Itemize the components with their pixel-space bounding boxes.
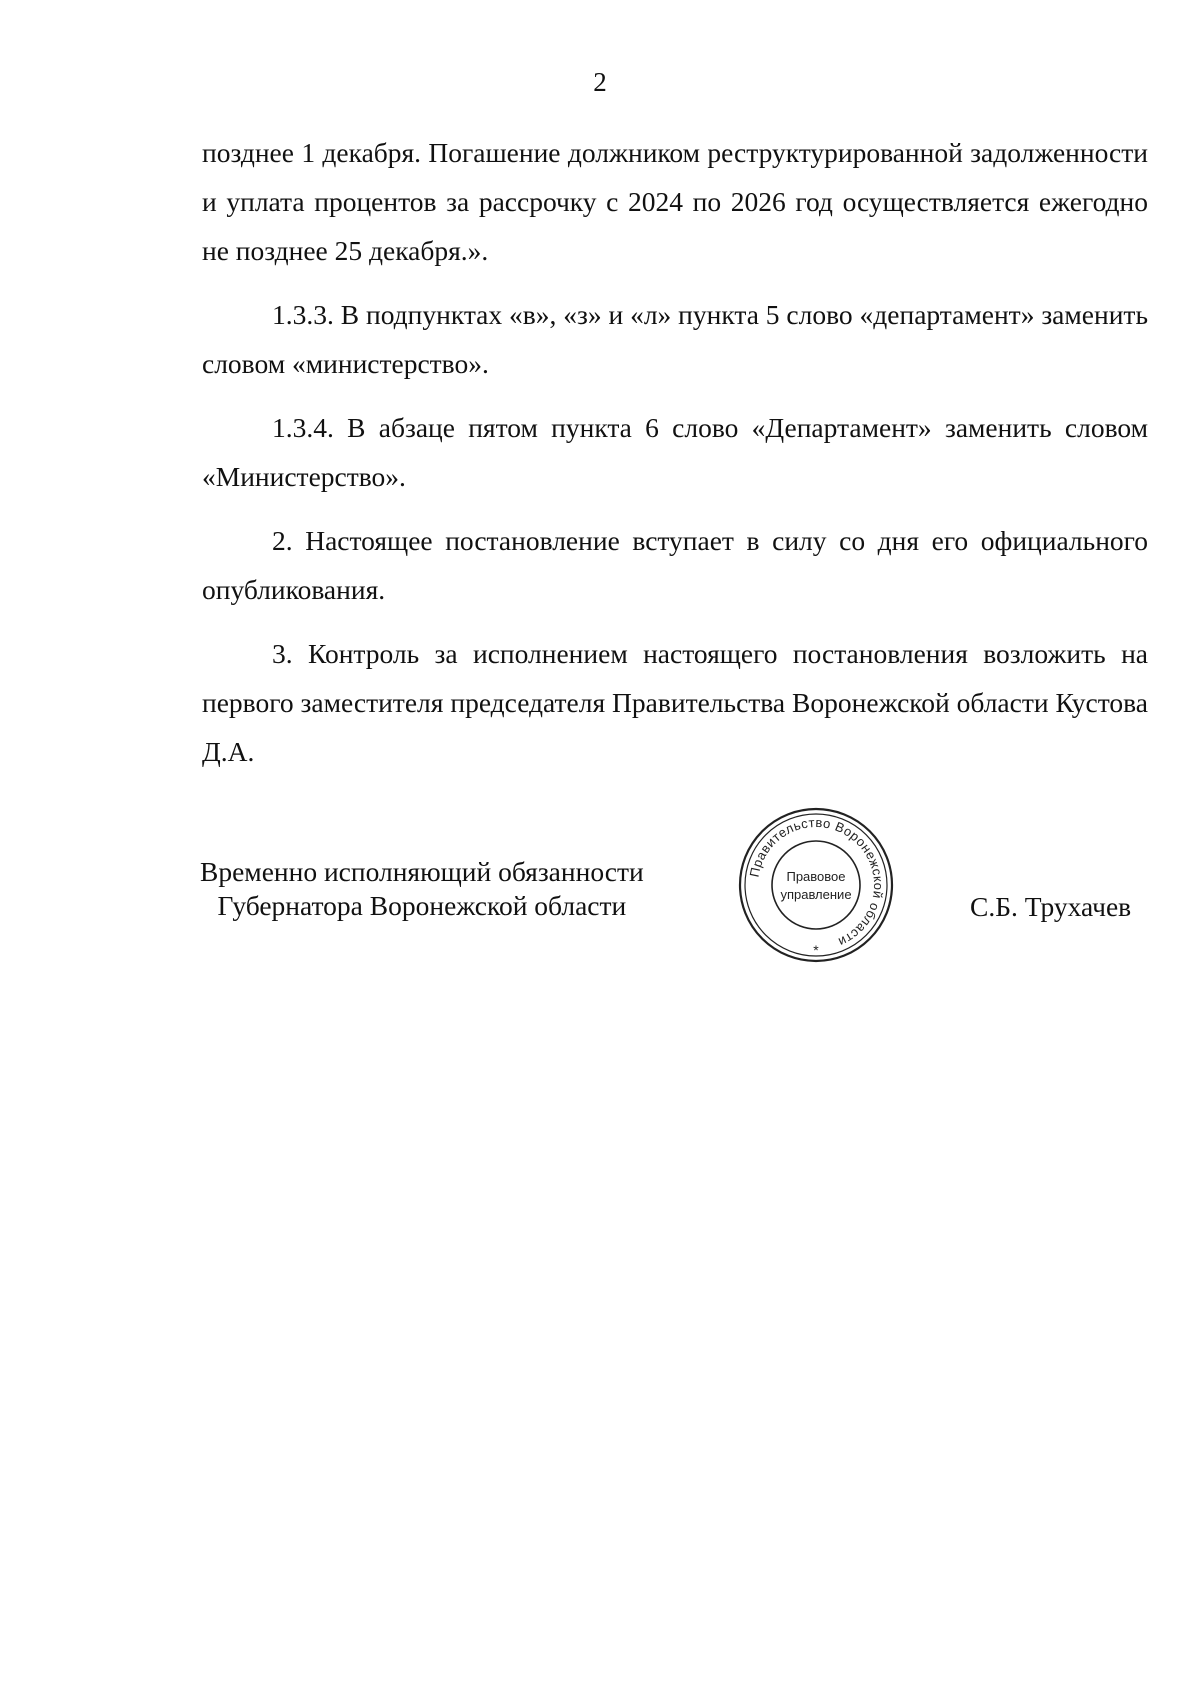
stamp-seal-icon — [736, 805, 896, 965]
paragraph-2: 2. Настоящее постановление вступает в силу со дня его официального опубликования. — [202, 525, 1148, 605]
paragraph-3: 3. Контроль за исполнением настоящего постановления возложить на первого заместителя председателя Правительства Воронежской области Кустова Д.А. — [202, 638, 1148, 767]
paragraph-continuation: позднее 1 декабря. Погашение должником реструктурированной задолженности и уплата процентов за рассрочку с 2024 по 2026 год осуществляется ежегодно не позднее 25 декабря.». — [202, 137, 1148, 266]
page-number: 2 — [593, 67, 607, 97]
signatory-position-line-1: Временно исполняющий обязанности — [200, 856, 644, 887]
paragraph-1-3-3: 1.3.3. В подпунктах «в», «з» и «л» пункта 5 слово «департамент» заменить словом «министерство». — [202, 299, 1148, 379]
paragraph-1-3-4: 1.3.4. В абзаце пятом пункта 6 слово «Департамент» заменить словом «Министерство». — [202, 412, 1148, 492]
stamp-ring-text: Правительство Воронежской области — [746, 814, 887, 951]
document-body — [202, 128, 1148, 776]
stamp-center-line-2: управление — [780, 887, 852, 902]
stamp-center-line-1: Правовое — [786, 869, 846, 884]
signatory-position — [200, 855, 644, 923]
stamp-star: * — [813, 942, 819, 958]
signatory-position-line-2: Губернатора Воронежской области — [217, 890, 627, 921]
signatory-name: С.Б. Трухачев — [970, 891, 1132, 922]
official-stamp — [736, 805, 896, 965]
